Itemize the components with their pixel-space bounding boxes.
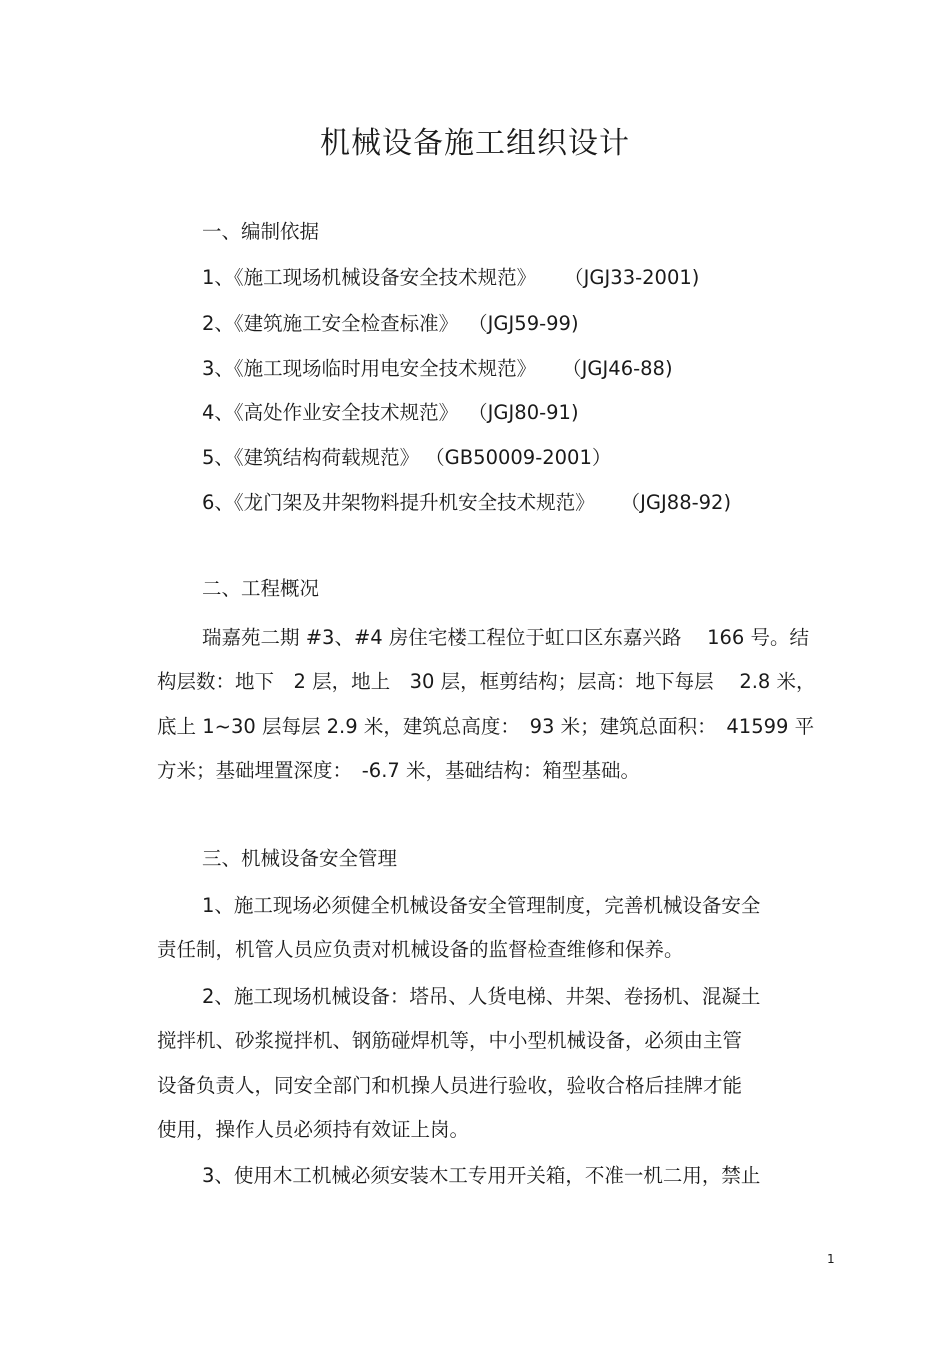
reference-name: 1、《施工现场机械设备安全技术规范》 [202,266,537,289]
paragraph-line: 底上 1~30 层每层 2.9 米，建筑总高度： 93 米；建筑总面积： 41599 平 [157,715,815,738]
reference-name: 2、《建筑施工安全检查标准》 [202,312,459,335]
paragraph-line: 搅拌机、砂浆搅拌机、钢筋碰焊机等，中小型机械设备，必须由主管 [157,1029,743,1052]
paragraph-line: 构层数：地下 2 层，地上 30 层，框剪结构；层高：地下每层 2.8 米， [157,670,816,693]
paragraph-line: 1、施工现场必须健全机械设备安全管理制度，完善机械设备安全 [202,894,761,917]
paragraph-line: 3、使用木工机械必须安装木工专用开关箱，不准一机二用，禁止 [202,1164,761,1187]
reference-item [202,264,699,292]
reference-name: 3、《施工现场临时用电安全技术规范》 [202,357,537,380]
reference-code: （JGJ33-2001) [564,266,700,289]
reference-item [202,355,673,383]
paragraph-line: 设备负责人，同安全部门和机操人员进行验收，验收合格后挂牌才能 [157,1074,743,1097]
reference-code: （JGJ88-92) [620,491,732,514]
paragraph-line: 方米；基础埋置深度： -6.7 米，基础结构：箱型基础。 [157,759,640,782]
reference-code: （JGJ59-99) [468,312,579,335]
reference-name: 5、《建筑结构荷载规范》 [202,446,420,469]
reference-code: （JGJ80-91) [468,401,579,424]
paragraph-line: 2、施工现场机械设备：塔吊、人货电梯、井架、卷扬机、混凝土 [202,985,761,1008]
reference-code: （GB50009-2001） [425,446,612,469]
paragraph-line: 使用，操作人员必须持有效证上岗。 [157,1118,470,1141]
reference-name: 6、《龙门架及井架物料提升机安全技术规范》 [202,491,595,514]
reference-item [202,444,611,472]
reference-code: （JGJ46-88) [562,357,673,380]
section-heading-basis: 一、编制依据 [202,220,320,243]
section-heading-overview: 二、工程概况 [202,577,320,600]
reference-item [202,310,579,338]
reference-item [202,489,731,517]
section-heading-safety: 三、机械设备安全管理 [202,847,398,870]
reference-item [202,399,579,427]
paragraph-line: 瑞嘉苑二期 #3、#4 房住宅楼工程位于虹口区东嘉兴路 166 号。结 [202,626,810,649]
paragraph-line: 责任制，机管人员应负责对机械设备的监督检查维修和保养。 [157,938,684,961]
page-number: 1 [827,1252,835,1266]
document-title: 机械设备施工组织设计 [320,126,630,161]
reference-name: 4、《高处作业安全技术规范》 [202,401,459,424]
